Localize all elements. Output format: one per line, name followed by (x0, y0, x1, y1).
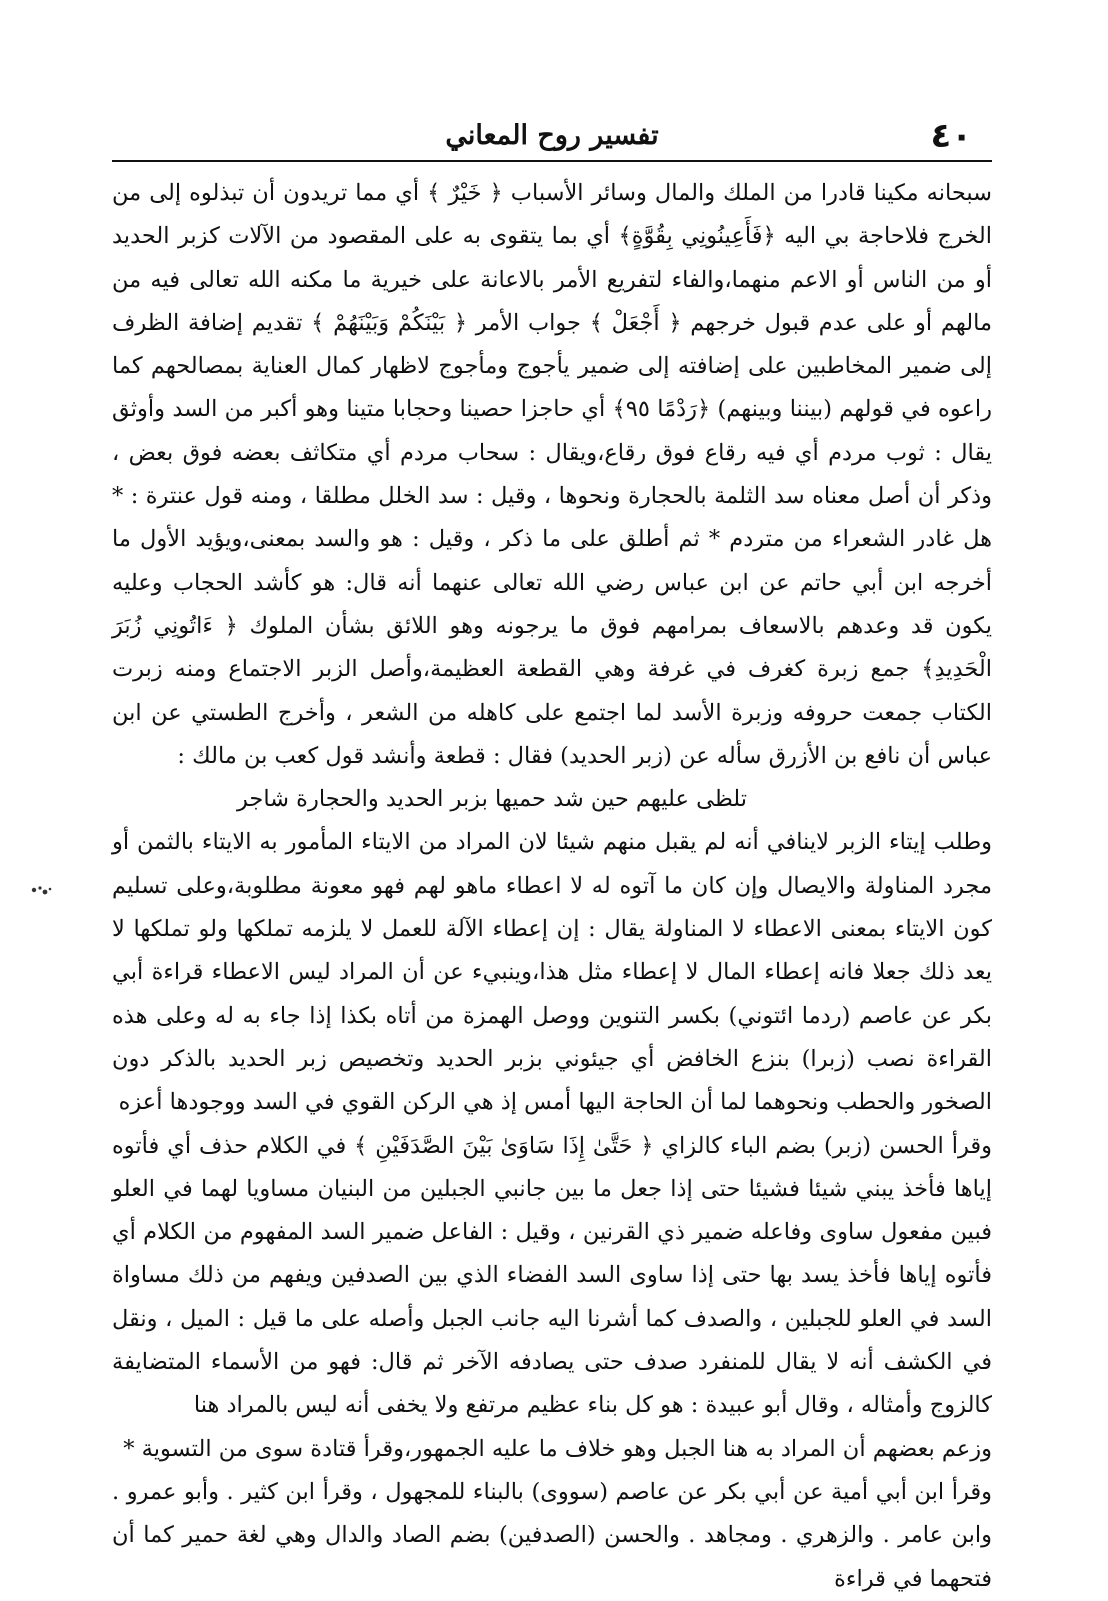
body-text (112, 172, 992, 1601)
paragraph: وزعم بعضهم أن المراد به هنا الجبل وهو خلاف ما عليه الجمهور،وقرأ قتادة سوى من التسوية * (123, 1435, 992, 1462)
paragraph: وطلب إيتاء الزبر لاينافي أنه لم يقبل منهم شيئا لان المراد من الايتاء المأمور به الايتاء بالثمن أو مجرد المناولة والايصال وإن كان ما آتوه له لا اعطاء ماهو لهم فهو معونة مطلوبة،وعلى تسليم كون الايتاء بمعنى الاعطاء لا المناولة يقال : إن إعطاء الآلة للعمل لا يلزمه تملكها ولو تملكها لا يعد ذلك جعلا فانه إعطاء المال لا إعطاء مثل هذا،وينبيء عن أن المراد ليس الاعطاء قراءة أبي بكر عن عاصم (ردما ائتوني) بكسر التنوين ووصل الهمزة من أتاه بكذا إذا جاء به له وعلى هذه القراءة نصب (زبرا) بنزع الخافض أي جيئوني بزبر الحديد وتخصيص زبر الحديد بالذكر دون الصخور والحطب ونحوهما لما أن الحاجة اليها أمس إذ هي الركن القوي في السد ووجودها أعزه (112, 829, 992, 1116)
paragraph: وقرأ ابن أبي أمية عن أبي بكر عن عاصم (سووى) بالبناء للمجهول ، وقرأ ابن كثير . وأبو عمرو . وابن عامر . والزهري . ومجاهد . والحسن (الصدفين) بضم الصاد والدال وهي لغة حمير كما أن فتحهما في قراءة (112, 1478, 992, 1592)
paragraph: سبحانه مكينا قادرا من الملك والمال وسائر الأسباب ﴿ خَيْرٌ ﴾ أي مما تريدون أن تبذلوه إلى من الخرج فلاحاجة بي اليه ﴿فَأَعِينُونِي بِقُوَّةٍ﴾ أي بما يتقوى به على المقصود من الآلات كزبر الحديد أو من الناس أو الاعم منهما،والفاء لتفريع الأمر بالاعانة على خيرية ما مكنه الله تعالى فيه من مالهم أو على عدم قبول خرجهم ﴿ أَجْعَلْ ﴾ جواب الأمر ﴿ بَيْنَكُمْ وَبَيْنَهُمْ ﴾ تقديم إضافة الظرف إلى ضمير المخاطبين على إضافته إلى ضمير يأجوج ومأجوج لاظهار كمال العناية بمصالحهم كما راعوه في قولهم (بيننا وبينهم) ﴿رَدْمًا ٩٥﴾ أي حاجزا حصينا وحجابا متينا وهو أكبر من السد وأوثق يقال : ثوب مردم أي فيه رقاع فوق رقاع،ويقال : سحاب مردم أي متكاثف بعضه فوق بعض ، وذكر أن أصل معناه سد الثلمة بالحجارة ونحوها ، وقيل : سد الخلل مطلقا ، ومنه قول عنترة : * هل غادر الشعراء من متردم * ثم أطلق على ما ذكر ، وقيل : هو والسد بمعنى،ويؤيد الأول ما أخرجه ابن أبي حاتم عن ابن عباس رضي الله تعالى عنهما أنه قال: هو كأشد الحجاب وعليه يكون قد وعدهم بالاسعاف بمرامهم فوق ما يرجونه وهو اللائق بشأن الملوك ﴿ ءَاتُونِي زُبَرَ الْحَدِيدِ﴾ جمع زبرة كغرف في غرفة وهي القطعة العظيمة،وأصل الزبر الاجتماع ومنه زبرت الكتاب جمعت حروفه وزبرة الأسد لما اجتمع على كاهله من الشعر ، وأخرج الطستي عن ابن عباس أن نافع بن الأزرق سأله عن (زبر الحديد) فقال : قطعة وأنشد قول كعب بن مالك : (112, 180, 992, 769)
page-number: ٤٠ (930, 116, 972, 156)
page-header (112, 116, 992, 158)
running-title: تفسير روح المعاني (445, 120, 659, 151)
ink-blot-mark (28, 884, 54, 898)
poetry-verse: تلظى عليهم حين شد حميها بزبر الحديد والحجارة شاجر (237, 786, 747, 813)
header-rule (112, 160, 992, 162)
paragraph: وقرأ الحسن (زبر) بضم الباء كالزاي ﴿ حَتَّىٰ إِذَا سَاوَىٰ بَيْنَ الصَّدَفَيْنِ ﴾ في الكلام حذف أي فأتوه إياها فأخذ يبني شيئا فشيئا حتى إذا جعل ما بين جانبي الجبلين من البنيان مساويا لهما في العلو فبين مفعول ساوى وفاعله ضمير ذي القرنين ، وقيل : الفاعل ضمير السد المفهوم من الكلام أي فأتوه إياها فأخذ يسد بها حتى إذا ساوى السد الفضاء الذي بين الصدفين ويفهم من ذلك مساواة السد في العلو للجبلين ، والصدف كما أشرنا اليه جانب الجبل وأصله على ما قيل : الميل ، ونقل في الكشف أنه لا يقال للمنفرد صدف حتى يصادفه الآخر ثم قال: فهو من الأسماء المتضايفة كالزوج وأمثاله ، وقال أبو عبيدة : هو كل بناء عظيم مرتفع ولا يخفى أنه ليس بالمراد هنا (112, 1132, 992, 1419)
